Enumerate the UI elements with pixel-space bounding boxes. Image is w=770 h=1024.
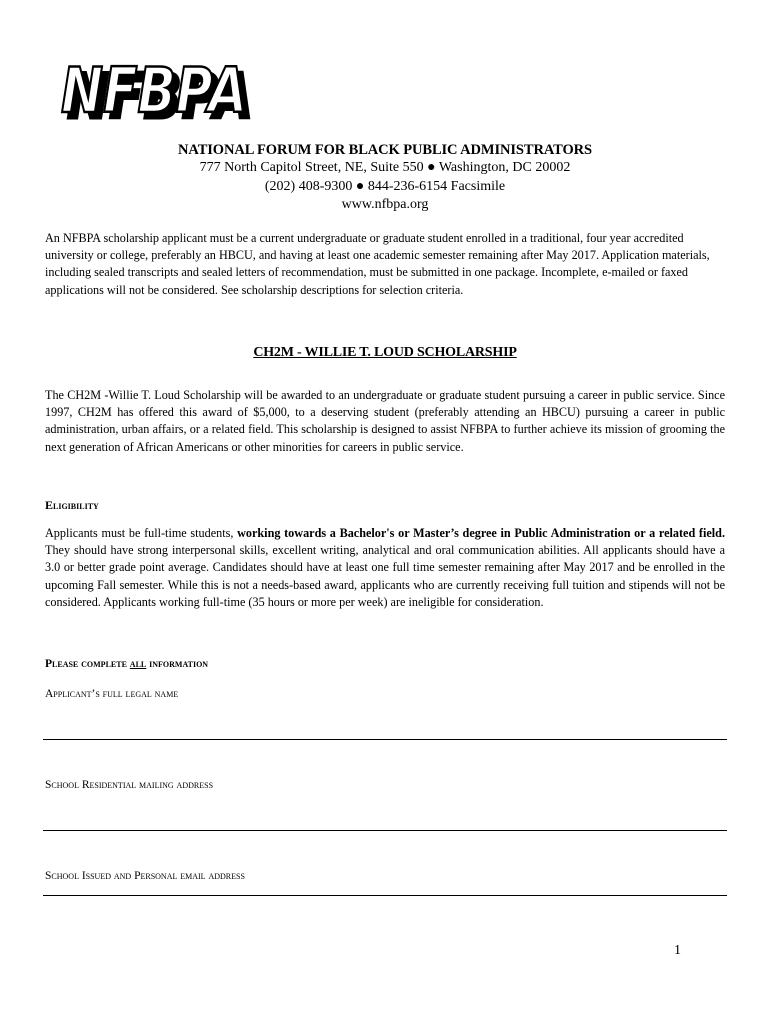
logo-shadow: NFBPA <box>67 60 253 122</box>
eligibility-paragraph <box>45 525 725 611</box>
full-name-field[interactable] <box>43 739 727 740</box>
instruction-text-end: information <box>146 658 209 670</box>
scholarship-description: The CH2M -Willie T. Loud Scholarship will be awarded to an undergraduate or graduate student pursuing a career in public service. Since 1997, CH2M has offered this award of $5,000, to a deserving student (preferably attending an HBCU) pursuing a career in public administration, urban affairs, or a related field. This scholarship is designed to assist NFBPA to further achieve its mission of grooming the next generation of African Americans or other minorities for careers in public service. <box>45 388 725 454</box>
eligibility-text-start: Applicants must be full-time students, <box>45 526 238 540</box>
full-name-label: Applicant’s full legal name <box>45 688 179 700</box>
email-address-field[interactable] <box>43 895 727 896</box>
page-number: 1 <box>674 943 681 958</box>
instruction-all-emphasis: all <box>129 658 147 670</box>
instruction-heading <box>45 658 208 670</box>
email-address-label: School Issued and Personal email address <box>45 870 245 882</box>
eligibility-degree-requirement: working towards a Bachelor's or Master’s degree in Public Administration or a related field. <box>237 526 725 540</box>
logo-text: NFBPA <box>61 54 247 122</box>
address-line: 777 North Capitol Street, NE, Suite 550 ● Washington, DC 20002 <box>199 160 571 175</box>
eligibility-text-rest: They should have strong interpersonal skills, excellent writing, analytical and oral communication abilities. All applicants should have a 3.0 or better grade point average. Candidates should have at least one full time semester remaining after May 2017 and be enrolled in the upcoming Fall semester. While this is not a needs-based award, applicants who are currently receiving full tuition and stipends will not be considered. Applicants working full-time (35 hours or more per week) are ineligible for consideration. <box>45 543 725 609</box>
website-line: www.nfbpa.org <box>341 197 429 212</box>
nfbpa-logo <box>58 40 258 122</box>
intro-paragraph: An NFBPA scholarship applicant must be a current undergraduate or graduate student enrolled in a traditional, four year accredited university or college, preferably an HBCU, and having at least one academic semester remaining after May 2017. Application materials, including sealed transcripts and sealed letters of recommendation, must be submitted in one package. Incomplete, e-mailed or faxed applications will not be considered. See scholarship descriptions for selection criteria. <box>45 231 710 297</box>
instruction-text-start: Please complete <box>45 658 130 670</box>
mailing-address-field[interactable] <box>43 830 727 831</box>
scholarship-title: CH2M - WILLIE T. LOUD SCHOLARSHIP <box>253 345 517 360</box>
organization-name: NATIONAL FORUM FOR BLACK PUBLIC ADMINISTRATORS <box>178 142 592 158</box>
letterhead <box>0 141 770 215</box>
eligibility-heading: Eligibility <box>45 498 99 512</box>
mailing-address-label: School Residential mailing address <box>45 779 214 791</box>
phone-line: (202) 408-9300 ● 844-236-6154 Facsimile <box>264 178 506 194</box>
